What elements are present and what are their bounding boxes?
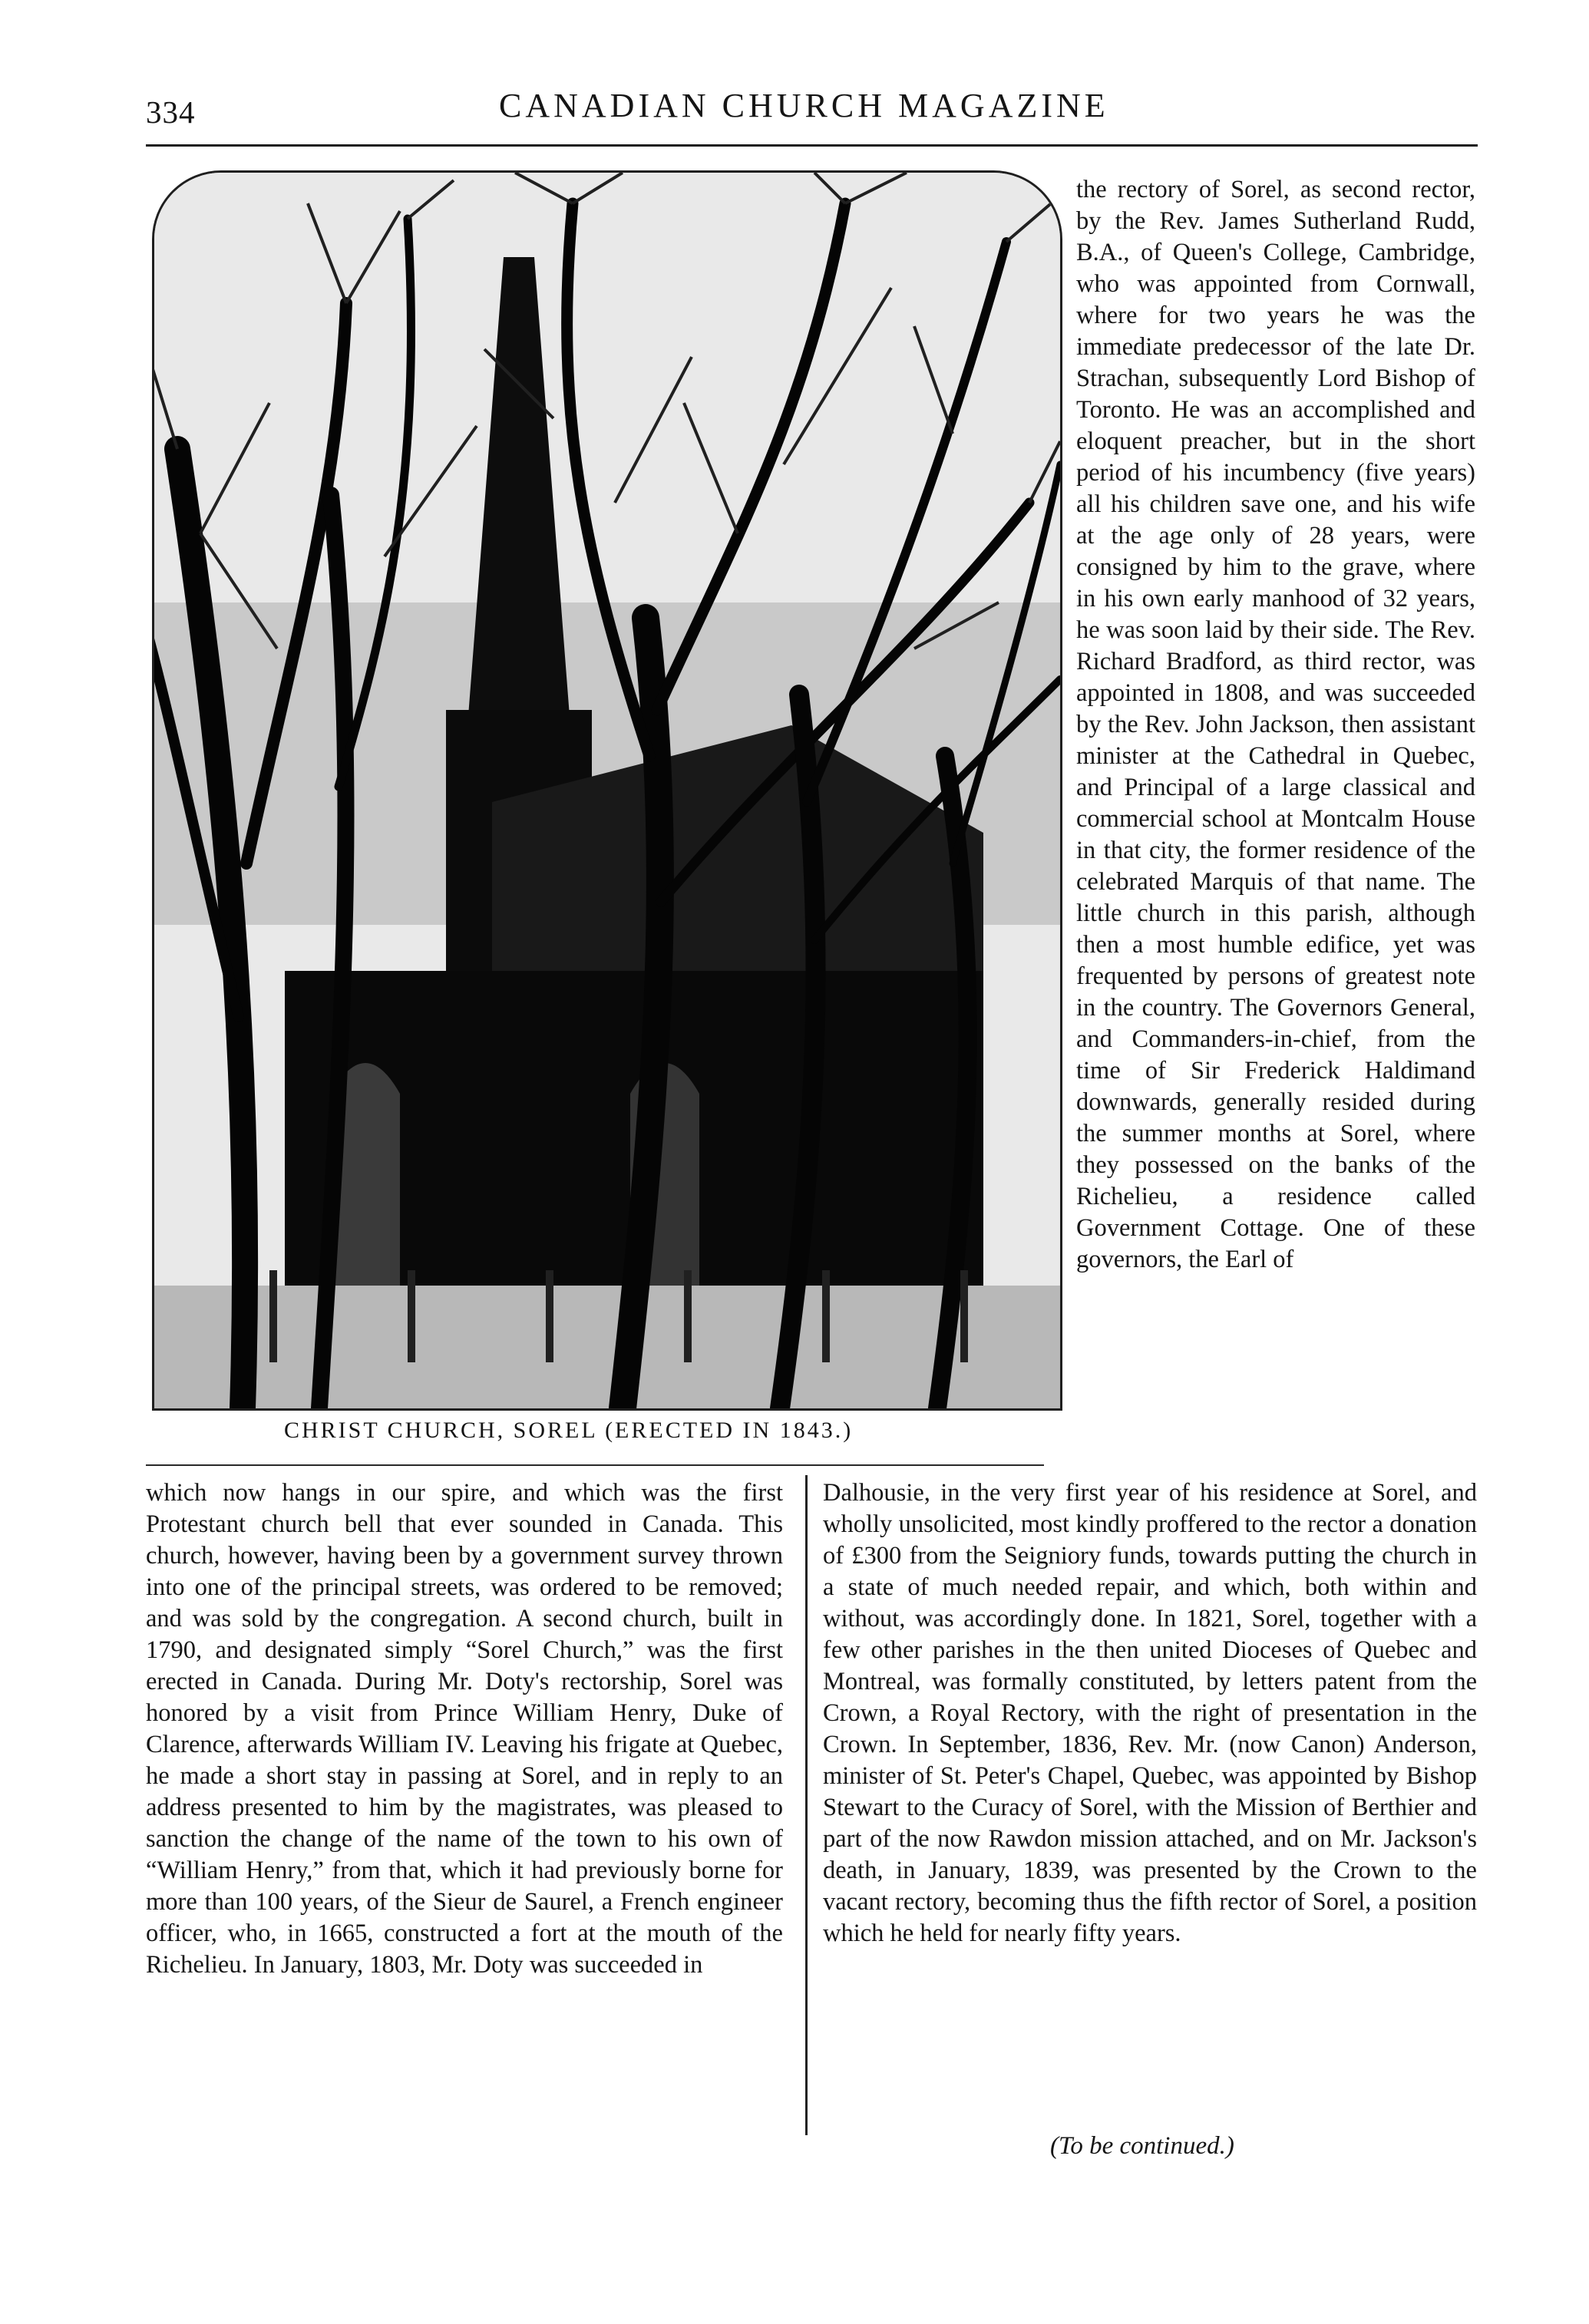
section-separator	[146, 1464, 1044, 1466]
column-rule	[805, 1475, 808, 2135]
left-column-text: which now hangs in our spire, and which was the first Protestant church bell that ever sounded in Canada. This church, however, having been by a government survey thrown into one of the principal streets, was ordered to be removed; and was sold by the congregation. A second church, built in 1790, and designated simply “Sorel Church,” was the first erected in Canada. During Mr. Doty's rectorship, Sorel was honored by a visit from Prince William Henry, Duke of Clarence, afterwards William IV. Leaving his frigate at Quebec, he made a short stay in passing at Sorel, and in reply to an address presented to him by the magistrates, was pleased to sanction the change of the name of the town to his own of “William Henry,” from that, which it had previously borne for more than 100 years, of the Sieur de Saurel, a French engineer officer, who, in 1665, constructed a fort at the mouth of the Richelieu. In January, 1803, Mr. Doty was succeeded in	[146, 1479, 783, 1979]
church-engraving-drawing	[154, 173, 1060, 1408]
running-title: CANADIAN CHURCH MAGAZINE	[499, 87, 1109, 124]
top-right-column-text: the rectory of Sorel, as second rector, by the Rev. James Sutherland Rudd, B.A., of Queen's College, Cambridge, who was appointed from Cornwall, where for two years he was the immediate predecessor of the late Dr. Strachan, subsequently Lord Bishop of Toronto. He was an accomplished and eloquent preacher, but in the short period of his incumbency (five years) all his children save one, and his wife at the age only of 28 years, were consigned by him to the grave, where in his own early manhood of 32 years, he was soon laid by their side. The Rev. Richard Bradford, as third rector, was appointed in 1808, and was succeeded by the Rev. John Jackson, then assistant minister at the Cathedral in Quebec, and Principal of a large classical and commercial school at Montcalm House in that city, the former residence of the celebrated Marquis of that name. The little church in this parish, although then a most humble edifice, yet was frequented by persons of greatest note in the country. The Governors General, and Commanders-in-chief, from the time of Sir Frederick Haldimand downwards, generally resided during the summer months at Sorel, where they possessed on the banks of the Richelieu, a residence called Government Cottage. One of these governors, the Earl of	[1076, 176, 1475, 1273]
header-rule	[146, 144, 1478, 147]
church-engraving	[152, 170, 1062, 1411]
illustration-caption: CHRIST CHURCH, SOREL (ERECTED IN 1843.)	[284, 1418, 854, 1443]
page-number: 334	[146, 94, 196, 130]
snowy-ground	[154, 1286, 1060, 1408]
to-be-continued: (To be continued.)	[1050, 2132, 1234, 2160]
right-column-text: Dalhousie, in the very first year of his residence at Sorel, and wholly unsolicited, most kindly proffered to the rector a donation of £300 from the Seigniory funds, towards putting the church in a state of much needed repair, and which, both within and without, was accordingly done. In 1821, Sorel, together with a few other parishes in the then united Dioceses of Quebec and Montreal, was formally constituted, by letters patent from the Crown, a Royal Rectory, with the right of presentation in the Crown. In September, 1836, Rev. Mr. (now Canon) Anderson, minister of St. Peter's Chapel, Quebec, was appointed by Bishop Stewart to the Curacy of Sorel, with the Mission of Berthier and part of the now Rawdon mission attached, and on Mr. Jackson's death, in January, 1839, was presented by the Crown to the vacant rectory, becoming thus the fifth rector of Sorel, a position which he held for nearly fifty years.	[823, 1479, 1477, 1947]
